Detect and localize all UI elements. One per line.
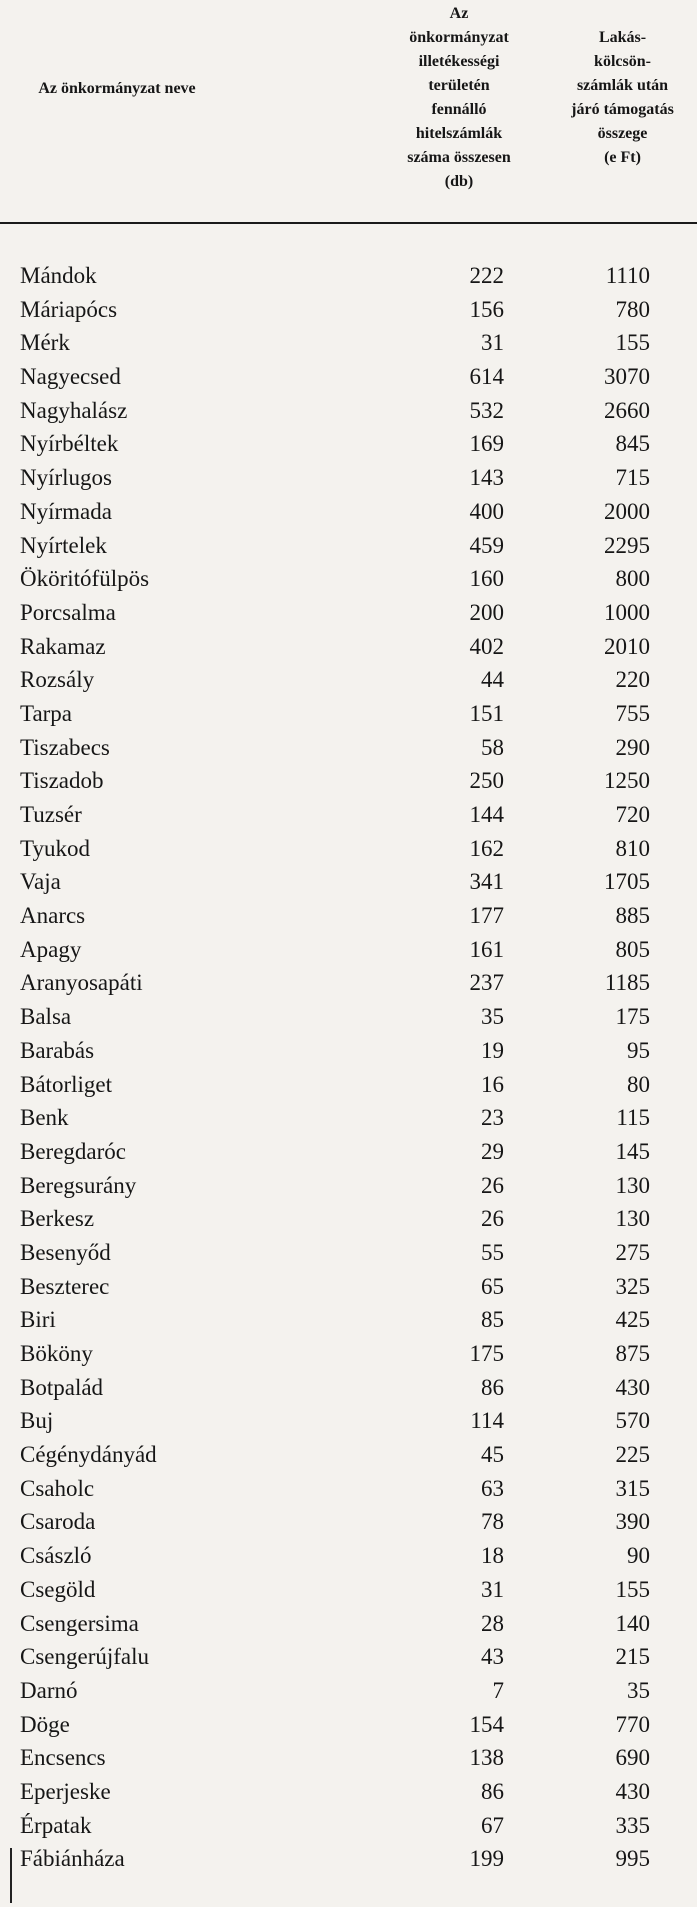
table-row (0, 1472, 697, 1506)
account-count: 85 (481, 1307, 504, 1333)
support-amount: 2010 (604, 633, 650, 659)
table-row (0, 1809, 697, 1843)
account-count: 26 (481, 1206, 504, 1232)
table-row (0, 259, 697, 293)
support-amount: 805 (615, 936, 650, 962)
municipality-name: Anarcs (20, 903, 86, 929)
municipality-name: Beregdaróc (20, 1138, 126, 1164)
account-count: 151 (469, 700, 504, 726)
municipality-name: Bátorliget (20, 1071, 112, 1097)
account-count: 459 (469, 532, 504, 558)
municipality-name: Érpatak (20, 1812, 92, 1838)
support-amount: 225 (615, 1442, 650, 1468)
account-count: 63 (481, 1475, 504, 1501)
municipality-name: Nyírmada (20, 498, 112, 524)
account-count: 144 (469, 802, 504, 827)
table-row (0, 1573, 697, 1607)
support-amount: 1110 (605, 263, 650, 288)
account-count: 161 (469, 936, 504, 962)
account-count: 78 (481, 1509, 504, 1535)
account-count: 250 (469, 768, 504, 794)
support-amount: 215 (615, 1644, 650, 1670)
column-header-support-amount: Lakás- kölcsön- számlák után járó támogatás összege (e Ft) (571, 29, 674, 166)
table-row (0, 899, 697, 933)
support-amount: 875 (615, 1341, 650, 1366)
municipality-name: Beregsurány (20, 1172, 137, 1198)
table-row (0, 1708, 697, 1742)
account-count: 18 (481, 1543, 504, 1569)
table-row (0, 360, 697, 394)
table-row (0, 731, 697, 765)
account-count: 23 (481, 1105, 504, 1131)
table-row (0, 461, 697, 495)
table-row (0, 798, 697, 832)
support-amount: 430 (615, 1374, 650, 1400)
municipality-name: Encsencs (20, 1745, 106, 1771)
support-amount: 1000 (604, 599, 650, 625)
support-amount: 95 (627, 1037, 650, 1063)
table-row (0, 630, 697, 664)
account-count: 138 (469, 1745, 504, 1771)
support-amount: 2295 (604, 532, 650, 558)
municipality-name: Mérk (20, 330, 70, 356)
support-amount: 145 (615, 1138, 650, 1164)
account-count: 45 (481, 1442, 504, 1468)
municipality-name: Buj (20, 1408, 54, 1434)
support-amount: 290 (615, 734, 650, 760)
municipality-name: Apagy (20, 936, 82, 962)
municipality-name: Darnó (20, 1677, 78, 1703)
table-row (0, 933, 697, 967)
support-amount: 325 (615, 1273, 650, 1299)
support-amount: 800 (615, 566, 650, 592)
support-amount: 130 (615, 1206, 650, 1232)
column-header-account-count: Az önkormányzat illetékességi területén fennálló hitelszámlák száma összesen (db) (407, 5, 511, 190)
table-row (0, 1236, 697, 1270)
municipality-name: Besenyőd (20, 1239, 111, 1265)
account-count: 400 (469, 498, 504, 524)
table-row (0, 1034, 697, 1068)
municipality-name: Benk (20, 1105, 69, 1131)
support-amount: 1250 (604, 768, 650, 794)
municipality-name: Rozsály (20, 667, 95, 693)
municipality-name: Csaroda (20, 1509, 96, 1535)
support-amount: 780 (615, 296, 650, 322)
table-row (0, 427, 697, 461)
support-amount: 720 (615, 802, 650, 827)
table-row (0, 1842, 697, 1876)
table-row (0, 1202, 697, 1236)
account-count: 67 (481, 1812, 504, 1838)
table-row (0, 326, 697, 360)
municipality-name: Nyírtelek (20, 532, 107, 558)
municipality-name: Máriapócs (20, 296, 118, 322)
support-amount: 2000 (604, 498, 650, 524)
account-count: 402 (469, 633, 504, 659)
table-row (0, 1539, 697, 1573)
municipality-name: Beszterec (20, 1273, 110, 1299)
table-row (0, 697, 697, 731)
table-row (0, 1303, 697, 1337)
table-row (0, 832, 697, 866)
account-count: 35 (481, 1004, 504, 1030)
support-amount: 335 (615, 1812, 650, 1838)
municipality-name: Döge (20, 1711, 70, 1737)
support-amount: 175 (615, 1004, 650, 1030)
account-count: 19 (481, 1037, 504, 1063)
account-count: 341 (469, 869, 504, 895)
support-amount: 3070 (604, 364, 650, 390)
municipality-name: Tiszadob (20, 768, 104, 794)
account-count: 169 (469, 431, 504, 457)
account-count: 237 (469, 970, 504, 996)
municipality-name: Csengersima (20, 1610, 139, 1636)
table-row (0, 1068, 697, 1102)
account-count: 200 (469, 599, 504, 625)
municipality-name: Rakamaz (20, 633, 106, 659)
municipality-name: Nyírlugos (20, 465, 112, 491)
municipality-name: Nyírbéltek (20, 431, 119, 457)
support-amount: 995 (615, 1846, 650, 1872)
table-row (0, 1101, 697, 1135)
table-row (0, 966, 697, 1000)
support-amount: 425 (615, 1307, 650, 1333)
support-amount: 810 (615, 835, 650, 861)
account-count: 16 (481, 1071, 504, 1097)
table-row (0, 1674, 697, 1708)
support-amount: 2660 (604, 397, 650, 423)
support-amount: 690 (615, 1745, 650, 1771)
municipality-name: Ököritófülpös (20, 566, 150, 592)
account-count: 532 (469, 397, 504, 423)
municipality-name: Csegöld (20, 1576, 96, 1602)
table-row (0, 1404, 697, 1438)
header-divider (0, 222, 697, 224)
municipality-name: Nagyecsed (20, 364, 121, 390)
table-row (0, 764, 697, 798)
table-row (0, 529, 697, 563)
municipality-name: Csaholc (20, 1475, 95, 1501)
support-amount: 80 (627, 1071, 650, 1097)
account-count: 199 (469, 1846, 504, 1872)
account-count: 43 (481, 1644, 504, 1670)
account-count: 31 (481, 1576, 504, 1602)
support-amount: 130 (615, 1172, 650, 1198)
support-amount: 390 (615, 1509, 650, 1535)
table-row (0, 1640, 697, 1674)
support-amount: 430 (615, 1778, 650, 1804)
account-count: 154 (469, 1711, 504, 1737)
table-row (0, 1337, 697, 1371)
support-amount: 845 (615, 431, 650, 457)
table-body (0, 259, 697, 1876)
account-count: 28 (481, 1610, 504, 1636)
municipality-name: Tyukod (20, 835, 90, 861)
municipality-name: Vaja (20, 869, 61, 895)
support-amount: 315 (615, 1475, 650, 1501)
account-count: 65 (481, 1273, 504, 1299)
support-amount: 570 (615, 1408, 650, 1434)
account-count: 58 (481, 734, 504, 760)
table-row (0, 865, 697, 899)
municipality-name: Biri (20, 1307, 56, 1333)
support-amount: 1185 (604, 970, 650, 996)
account-count: 156 (469, 296, 504, 322)
municipality-name: Porcsalma (20, 599, 116, 625)
account-count: 29 (481, 1138, 504, 1164)
account-count: 44 (481, 667, 504, 693)
municipality-name: Berkesz (20, 1206, 95, 1232)
table-row (0, 293, 697, 327)
table-row (0, 1371, 697, 1405)
account-count: 86 (481, 1374, 504, 1400)
municipality-name: Tuzsér (20, 802, 82, 827)
support-amount: 770 (615, 1711, 650, 1737)
support-amount: 715 (615, 465, 650, 491)
account-count: 175 (469, 1341, 504, 1366)
municipality-name: Császló (20, 1543, 92, 1569)
municipality-name: Eperjeske (20, 1778, 111, 1804)
account-count: 86 (481, 1778, 504, 1804)
municipality-name: Balsa (20, 1004, 72, 1030)
table-row (0, 1505, 697, 1539)
table-row (0, 596, 697, 630)
table-row (0, 1438, 697, 1472)
support-amount: 90 (627, 1543, 650, 1569)
support-amount: 155 (615, 330, 650, 356)
table-row (0, 663, 697, 697)
support-amount: 275 (615, 1239, 650, 1265)
account-count: 55 (481, 1239, 504, 1265)
municipality-name: Aranyosapáti (20, 970, 143, 996)
support-amount: 115 (616, 1105, 650, 1131)
municipality-name: Tiszabecs (20, 734, 110, 760)
account-count: 7 (492, 1677, 504, 1703)
municipality-name: Fábiánháza (20, 1846, 125, 1872)
table-row (0, 1169, 697, 1203)
table-row (0, 394, 697, 428)
support-amount: 885 (615, 903, 650, 929)
support-amount: 220 (615, 667, 650, 693)
account-count: 614 (469, 364, 504, 390)
table-row (0, 1000, 697, 1034)
account-count: 31 (481, 330, 504, 356)
table-row (0, 1775, 697, 1809)
municipality-name: Csengerújfalu (20, 1644, 150, 1670)
municipality-name: Mándok (20, 263, 97, 288)
support-amount: 140 (615, 1610, 650, 1636)
municipality-name: Botpalád (20, 1374, 104, 1400)
table-row (0, 1135, 697, 1169)
account-count: 143 (469, 465, 504, 491)
margin-line (10, 1848, 12, 1903)
account-count: 177 (469, 903, 504, 929)
table-row (0, 1607, 697, 1641)
support-amount: 155 (615, 1576, 650, 1602)
table-row (0, 495, 697, 529)
support-amount: 1705 (604, 869, 650, 895)
account-count: 162 (469, 835, 504, 861)
municipality-name: Nagyhalász (20, 397, 128, 423)
table-row (0, 562, 697, 596)
account-count: 160 (469, 566, 504, 592)
account-count: 26 (481, 1172, 504, 1198)
municipality-name: Tarpa (20, 700, 73, 726)
support-amount: 755 (615, 700, 650, 726)
table-row (0, 1741, 697, 1775)
table-row (0, 1270, 697, 1304)
account-count: 222 (469, 263, 504, 288)
support-amount: 35 (627, 1677, 650, 1703)
municipality-name: Barabás (20, 1037, 95, 1063)
account-count: 114 (470, 1408, 504, 1434)
column-header-name: Az önkormányzat neve (38, 80, 196, 97)
municipality-name: Cégénydányád (20, 1442, 157, 1468)
municipality-name: Bököny (20, 1341, 93, 1366)
